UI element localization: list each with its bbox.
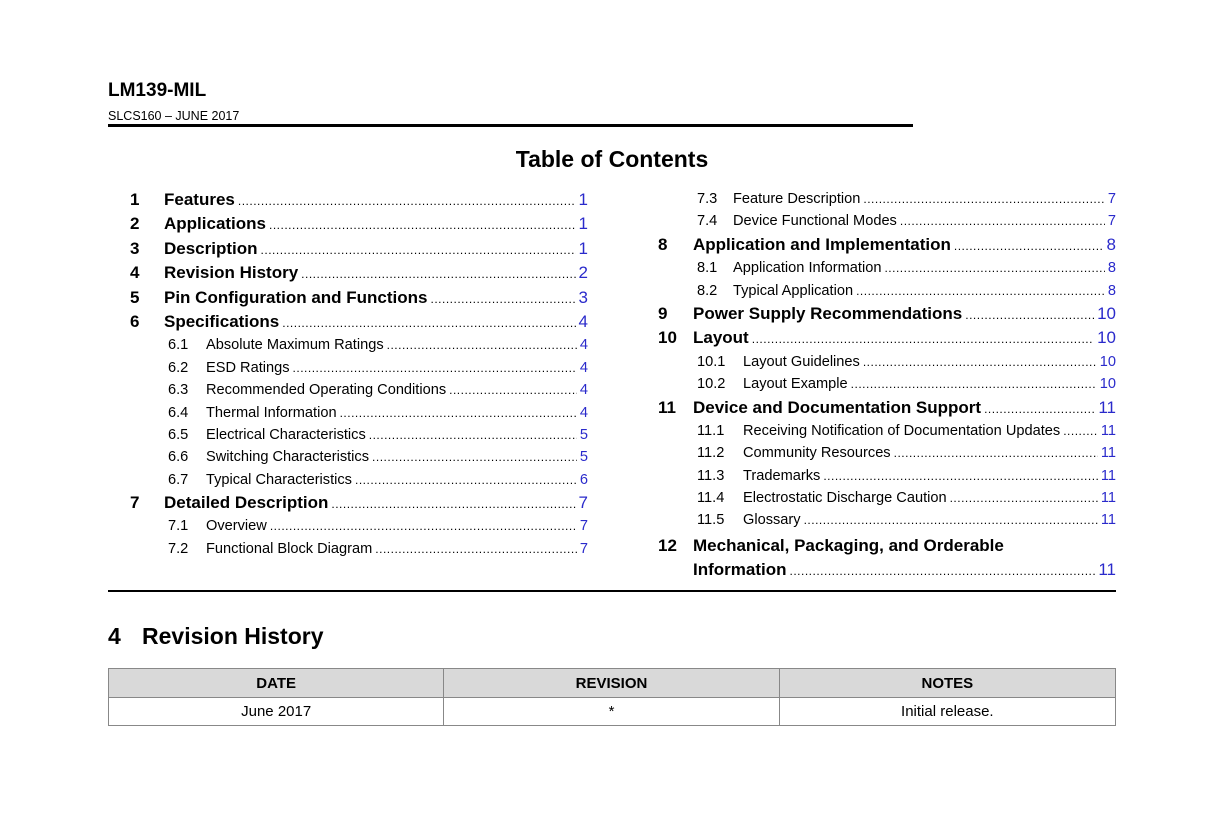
column-header-date: DATE xyxy=(109,669,444,698)
toc-entry-number: 6.2 xyxy=(168,359,189,376)
toc-entry-label: Layout Example xyxy=(743,376,848,393)
toc-page-link[interactable]: 1 xyxy=(578,190,588,209)
document-literature-number: SLCS160 – JUNE 2017 xyxy=(108,109,240,123)
toc-page-link[interactable]: 1 xyxy=(578,238,588,258)
cell-notes: Initial release. xyxy=(779,698,1115,726)
toc-entry[interactable] xyxy=(130,188,588,212)
toc-entry-label: Switching Characteristics xyxy=(206,449,370,466)
toc-page-link[interactable]: 4 xyxy=(579,404,588,421)
toc-entry-label: Application and Implementation xyxy=(693,234,951,254)
toc-entry[interactable] xyxy=(658,396,1116,420)
toc-entry-number: 6.3 xyxy=(168,382,189,399)
toc-entry[interactable] xyxy=(658,280,1116,302)
toc-entry-label: Electrostatic Discharge Caution xyxy=(743,490,947,507)
toc-entry-number: 11.4 xyxy=(697,490,725,507)
toc-entry-label: Layout xyxy=(693,328,749,348)
toc-entry-label: Application Information xyxy=(733,260,882,277)
column-header-revision: REVISION xyxy=(444,669,779,698)
toc-page-link[interactable]: 7 xyxy=(578,493,588,513)
toc-entry-label: Typical Application xyxy=(733,282,854,299)
toc-leader-dots xyxy=(301,261,575,286)
toc-leader-dots xyxy=(804,509,1098,531)
toc-page-link[interactable]: 8 xyxy=(1107,260,1116,277)
toc-leader-dots xyxy=(954,233,1104,258)
toc-entry[interactable] xyxy=(130,334,588,356)
toc-leader-dots xyxy=(375,538,577,560)
toc-leader-dots xyxy=(984,396,1095,421)
section-rule xyxy=(108,590,1116,592)
toc-page-link[interactable]: 5 xyxy=(579,426,588,443)
toc-entry-label: Typical Characteristics xyxy=(206,471,352,488)
toc-leader-dots xyxy=(293,357,577,379)
toc-page-link[interactable]: 11 xyxy=(1100,422,1116,439)
toc-entry[interactable] xyxy=(130,538,588,560)
toc-left-column xyxy=(130,188,588,560)
toc-entry-number: 8 xyxy=(658,234,668,254)
toc-entry-label: ESD Ratings xyxy=(206,359,290,376)
toc-entry[interactable] xyxy=(130,237,588,261)
toc-entry-number: 7.3 xyxy=(697,191,718,207)
toc-entry[interactable] xyxy=(130,402,588,424)
toc-entry[interactable] xyxy=(130,491,588,515)
toc-entry[interactable] xyxy=(658,188,1116,210)
toc-entry[interactable] xyxy=(658,302,1116,326)
toc-leader-dots xyxy=(950,487,1098,509)
section-number: 4 xyxy=(108,623,121,649)
toc-entry[interactable] xyxy=(130,357,588,379)
toc-page-link[interactable]: 7 xyxy=(579,518,588,535)
toc-leader-dots xyxy=(965,302,1094,327)
toc-leader-dots xyxy=(856,280,1105,302)
toc-entry-number: 6.5 xyxy=(168,426,189,443)
toc-leader-dots xyxy=(261,237,576,262)
toc-entry-label: Detailed Description xyxy=(164,493,329,513)
toc-page-link[interactable]: 6 xyxy=(579,471,588,488)
toc-entry-label: Applications xyxy=(164,214,267,234)
toc-entry[interactable] xyxy=(658,233,1116,257)
toc-entry-label: Absolute Maximum Ratings xyxy=(206,337,384,354)
toc-entry-number: 6.6 xyxy=(168,449,189,466)
toc-entry[interactable] xyxy=(130,446,588,468)
toc-page-link[interactable]: 11 xyxy=(1100,490,1116,507)
toc-entry[interactable] xyxy=(130,424,588,446)
toc-entry[interactable] xyxy=(658,487,1116,509)
toc-entry-number: 6.1 xyxy=(168,337,189,354)
toc-page-link[interactable]: 4 xyxy=(578,311,588,331)
toc-leader-dots xyxy=(331,491,575,516)
toc-leader-dots xyxy=(369,424,577,446)
toc-page-link[interactable]: 1 xyxy=(578,214,588,234)
toc-entry-number: 8.1 xyxy=(697,260,718,277)
toc-entry[interactable] xyxy=(658,442,1116,464)
toc-leader-dots xyxy=(823,465,1098,487)
toc-page-link[interactable]: 8 xyxy=(1107,282,1116,299)
toc-entry-number: 11.2 xyxy=(697,445,725,462)
toc-leader-dots xyxy=(387,334,577,356)
toc-entry[interactable] xyxy=(130,212,588,236)
toc-page-link[interactable]: 11 xyxy=(1100,467,1116,484)
header-rule xyxy=(108,124,913,127)
toc-leader-dots xyxy=(269,212,576,237)
toc-entry[interactable] xyxy=(658,257,1116,279)
toc-entry-label: Functional Block Diagram xyxy=(206,540,373,557)
toc-leader-dots xyxy=(340,402,577,424)
toc-entry-label: Overview xyxy=(206,518,267,535)
toc-entry[interactable] xyxy=(130,310,588,334)
toc-leader-dots xyxy=(355,469,577,491)
toc-entry[interactable] xyxy=(130,469,588,491)
cell-date: June 2017 xyxy=(109,698,444,726)
toc-right-column xyxy=(658,188,1116,583)
toc-entry[interactable] xyxy=(658,373,1116,395)
toc-entry-number: 11.1 xyxy=(697,422,725,439)
toc-entry-label: Specifications xyxy=(164,311,280,331)
toc-leader-dots xyxy=(752,326,1094,351)
toc-leader-dots xyxy=(851,373,1097,395)
toc-leader-dots xyxy=(238,188,576,213)
toc-page-link[interactable]: 7 xyxy=(579,540,588,557)
toc-page-link[interactable]: 11 xyxy=(1100,512,1116,529)
toc-entry-label: Trademarks xyxy=(743,467,821,484)
toc-entry[interactable] xyxy=(658,210,1116,232)
toc-entry-label: Electrical Characteristics xyxy=(206,426,366,443)
section-heading xyxy=(108,623,324,650)
toc-page-link[interactable]: 11 xyxy=(1098,397,1116,417)
toc-entry-label: Device Functional Modes xyxy=(733,213,897,230)
toc-page-link[interactable]: 4 xyxy=(579,337,588,354)
toc-entry[interactable] xyxy=(130,379,588,401)
toc-entry-label: Features xyxy=(164,190,235,209)
toc-entry-number: 9 xyxy=(658,303,668,323)
toc-entry-number: 11 xyxy=(658,397,676,417)
toc-entry-number: 10 xyxy=(658,328,677,348)
toc-entry-number: 4 xyxy=(130,263,140,283)
toc-entry-number: 6.4 xyxy=(168,404,189,421)
toc-page-link[interactable]: 5 xyxy=(579,449,588,466)
toc-entry-label: Community Resources xyxy=(743,445,891,462)
toc-page-link[interactable]: 11 xyxy=(1098,559,1116,579)
toc-entry[interactable] xyxy=(658,509,1116,531)
toc-entry-label: Feature Description xyxy=(733,191,861,207)
toc-entry[interactable] xyxy=(658,326,1116,350)
toc-entry-number: 7 xyxy=(130,493,140,513)
toc-entry[interactable] xyxy=(658,534,1116,583)
toc-entry-number: 11.3 xyxy=(697,467,725,484)
toc-entry[interactable] xyxy=(130,515,588,537)
toc-page-link[interactable]: 4 xyxy=(579,359,588,376)
toc-entry[interactable] xyxy=(130,286,588,310)
toc-entry-number: 6.7 xyxy=(168,471,189,488)
toc-page-link[interactable]: 3 xyxy=(578,287,588,307)
toc-entry-number: 11.5 xyxy=(697,512,725,529)
section-title-text: Revision History xyxy=(142,623,324,649)
toc-page-link[interactable]: 8 xyxy=(1106,234,1116,254)
toc-entry-label: Pin Configuration and Functions xyxy=(164,287,428,307)
toc-page-link[interactable]: 7 xyxy=(1107,213,1116,230)
toc-page-link[interactable]: 10 xyxy=(1099,353,1116,370)
toc-entry-label: Description xyxy=(164,238,258,258)
toc-leader-dots xyxy=(863,351,1097,373)
column-header-notes: NOTES xyxy=(779,669,1115,698)
toc-leader-dots xyxy=(863,188,1105,210)
toc-entry-number: 6 xyxy=(130,311,140,331)
toc-entry-label-continued: Information xyxy=(693,559,787,579)
toc-entry-label: Power Supply Recommendations xyxy=(693,303,963,323)
table-row xyxy=(109,698,1116,726)
toc-entry-number: 7.2 xyxy=(168,540,189,557)
toc-entry[interactable] xyxy=(658,351,1116,373)
toc-entry[interactable] xyxy=(658,420,1116,442)
toc-entry-label: Layout Guidelines xyxy=(743,353,860,370)
toc-entry-label: Recommended Operating Conditions xyxy=(206,382,447,399)
toc-leader-dots xyxy=(372,446,577,468)
revision-history-table xyxy=(108,668,1116,726)
toc-entry-number: 1 xyxy=(130,190,140,209)
toc-leader-dots xyxy=(894,442,1098,464)
toc-leader-dots xyxy=(270,515,577,537)
toc-leader-dots xyxy=(900,210,1105,232)
table-header-row xyxy=(109,669,1116,698)
toc-heading: Table of Contents xyxy=(515,146,709,172)
toc-leader-dots xyxy=(1063,420,1098,442)
toc-page-link[interactable]: 10 xyxy=(1097,328,1116,348)
toc-entry-number: 5 xyxy=(130,287,140,307)
toc-page-link[interactable]: 10 xyxy=(1097,303,1116,323)
toc-entry-number: 7.1 xyxy=(168,518,189,535)
toc-entry-label: Revision History xyxy=(164,263,299,283)
toc-entry-number: 12 xyxy=(658,535,677,555)
toc-page-link[interactable]: 7 xyxy=(1107,191,1116,207)
toc-entry[interactable] xyxy=(658,465,1116,487)
toc-leader-dots xyxy=(430,286,575,311)
toc-page-link[interactable]: 10 xyxy=(1099,376,1116,393)
toc-entry-number: 3 xyxy=(130,238,140,258)
toc-entry-label: Glossary xyxy=(743,512,801,529)
toc-leader-dots xyxy=(790,558,1096,583)
document-part-number: LM139-MIL xyxy=(108,80,207,101)
toc-entry-number: 8.2 xyxy=(697,282,718,299)
cell-revision: * xyxy=(444,698,779,726)
toc-page-link[interactable]: 11 xyxy=(1100,445,1116,462)
toc-page-link[interactable]: 4 xyxy=(579,382,588,399)
toc-leader-dots xyxy=(884,257,1104,279)
toc-entry-label: Receiving Notification of Documentation Updates xyxy=(743,422,1061,439)
toc-entry-number: 10.2 xyxy=(697,376,726,393)
toc-entry-number: 2 xyxy=(130,214,140,234)
toc-entry-number: 7.4 xyxy=(697,213,718,230)
toc-leader-dots xyxy=(449,379,577,401)
toc-entry-number: 10.1 xyxy=(697,353,726,370)
toc-entry-label: Mechanical, Packaging, and Orderable xyxy=(693,535,1004,555)
toc-entry[interactable] xyxy=(130,261,588,285)
toc-page-link[interactable]: 2 xyxy=(578,263,588,283)
toc-leader-dots xyxy=(282,310,575,335)
toc-entry-label: Thermal Information xyxy=(206,404,337,421)
toc-entry-label: Device and Documentation Support xyxy=(693,397,982,417)
